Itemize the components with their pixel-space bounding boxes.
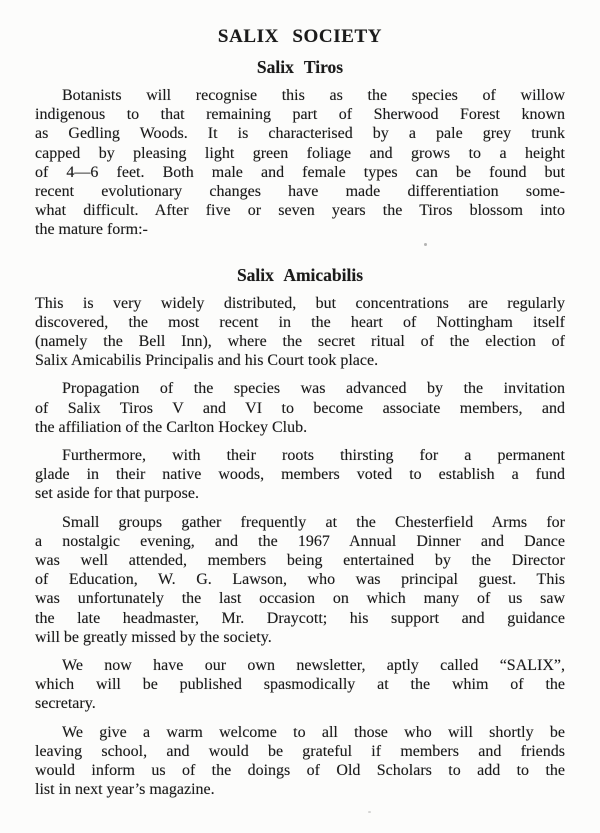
text-line: would inform us of the doings of Old Scholars to add to the: [35, 762, 565, 780]
paragraph: [35, 294, 565, 371]
text-line: what difficult. After five or seven years the Tiros blossom into: [35, 202, 565, 220]
text-line: list in next year’s magazine.: [35, 781, 215, 799]
text-line: We now have our own newsletter, aptly called “SALIX”,: [62, 657, 565, 675]
section-heading: Salix Tiros: [256, 57, 344, 77]
text-line: will be greatly missed by the society.: [35, 628, 272, 646]
text-line: as Gedling Woods. It is characterised by a pale grey trunk: [35, 125, 565, 143]
text-line: This is very widely distributed, but concentrations are regularly: [35, 294, 565, 312]
text-line: a nostalgic evening, and the 1967 Annual Dinner and Dance: [35, 532, 565, 550]
text-line: glade in their native woods, members voted to establish a fund: [35, 466, 565, 484]
text-line: Furthermore, with their roots thirsting for a permanent: [62, 447, 565, 465]
text-line: Salix Amicabilis Principalis and his Court took place.: [35, 352, 379, 370]
text-line: the mature form:-: [35, 221, 148, 239]
scan-speck: [368, 811, 371, 813]
scan-speck: [424, 243, 427, 246]
text-line: capped by pleasing light green foliage and grows to a height: [35, 144, 565, 162]
text-line: We give a warm welcome to all those who will shortly be: [62, 723, 565, 741]
paragraph: [35, 513, 565, 647]
text-line: of 4—6 feet. Both male and female types can be found but: [35, 163, 565, 181]
text-line: recent evolutionary changes have made differentiation some-: [35, 183, 565, 201]
text-line: was unfortunately the last occasion on which many of us saw: [35, 590, 565, 608]
paragraph: [35, 446, 565, 504]
text-line: discovered, the most recent in the heart of Nottingham itself: [35, 313, 565, 331]
text-line: set aside for that purpose.: [35, 485, 199, 503]
paragraph: [35, 86, 565, 240]
paragraph: [35, 723, 565, 800]
text-line: the late headmaster, Mr. Draycott; his support and guidance: [35, 609, 565, 627]
text-line: was well attended, members being entertained by the Director: [35, 552, 565, 570]
text-line: leaving school, and would be grateful if members and friends: [35, 742, 565, 760]
text-line: Propagation of the species was advanced by the invitation: [62, 380, 565, 398]
text-line: Botanists will recognise this as the species of willow: [62, 87, 565, 104]
paragraph: [35, 656, 565, 714]
text-line: which will be published spasmodically at the whim of the: [35, 676, 565, 694]
text-line: (namely the Bell Inn), where the secret ritual of the election of: [35, 333, 565, 351]
text-line: the affiliation of the Carlton Hockey Club.: [35, 418, 308, 436]
text-line: indigenous to that remaining part of Sherwood Forest known: [35, 106, 565, 124]
text-line: of Education, W. G. Lawson, who was principal guest. This: [35, 571, 565, 589]
section-heading: Salix Amicabilis: [236, 264, 364, 285]
text-line: of Salix Tiros V and VI to become associate members, and: [35, 399, 565, 417]
paragraph: [35, 379, 565, 437]
document-body: [35, 56, 565, 800]
text-line: Small groups gather frequently at the Chesterfield Arms for: [62, 513, 565, 531]
page-title: SALIX SOCIETY: [217, 26, 383, 47]
text-line: secretary.: [35, 695, 96, 713]
